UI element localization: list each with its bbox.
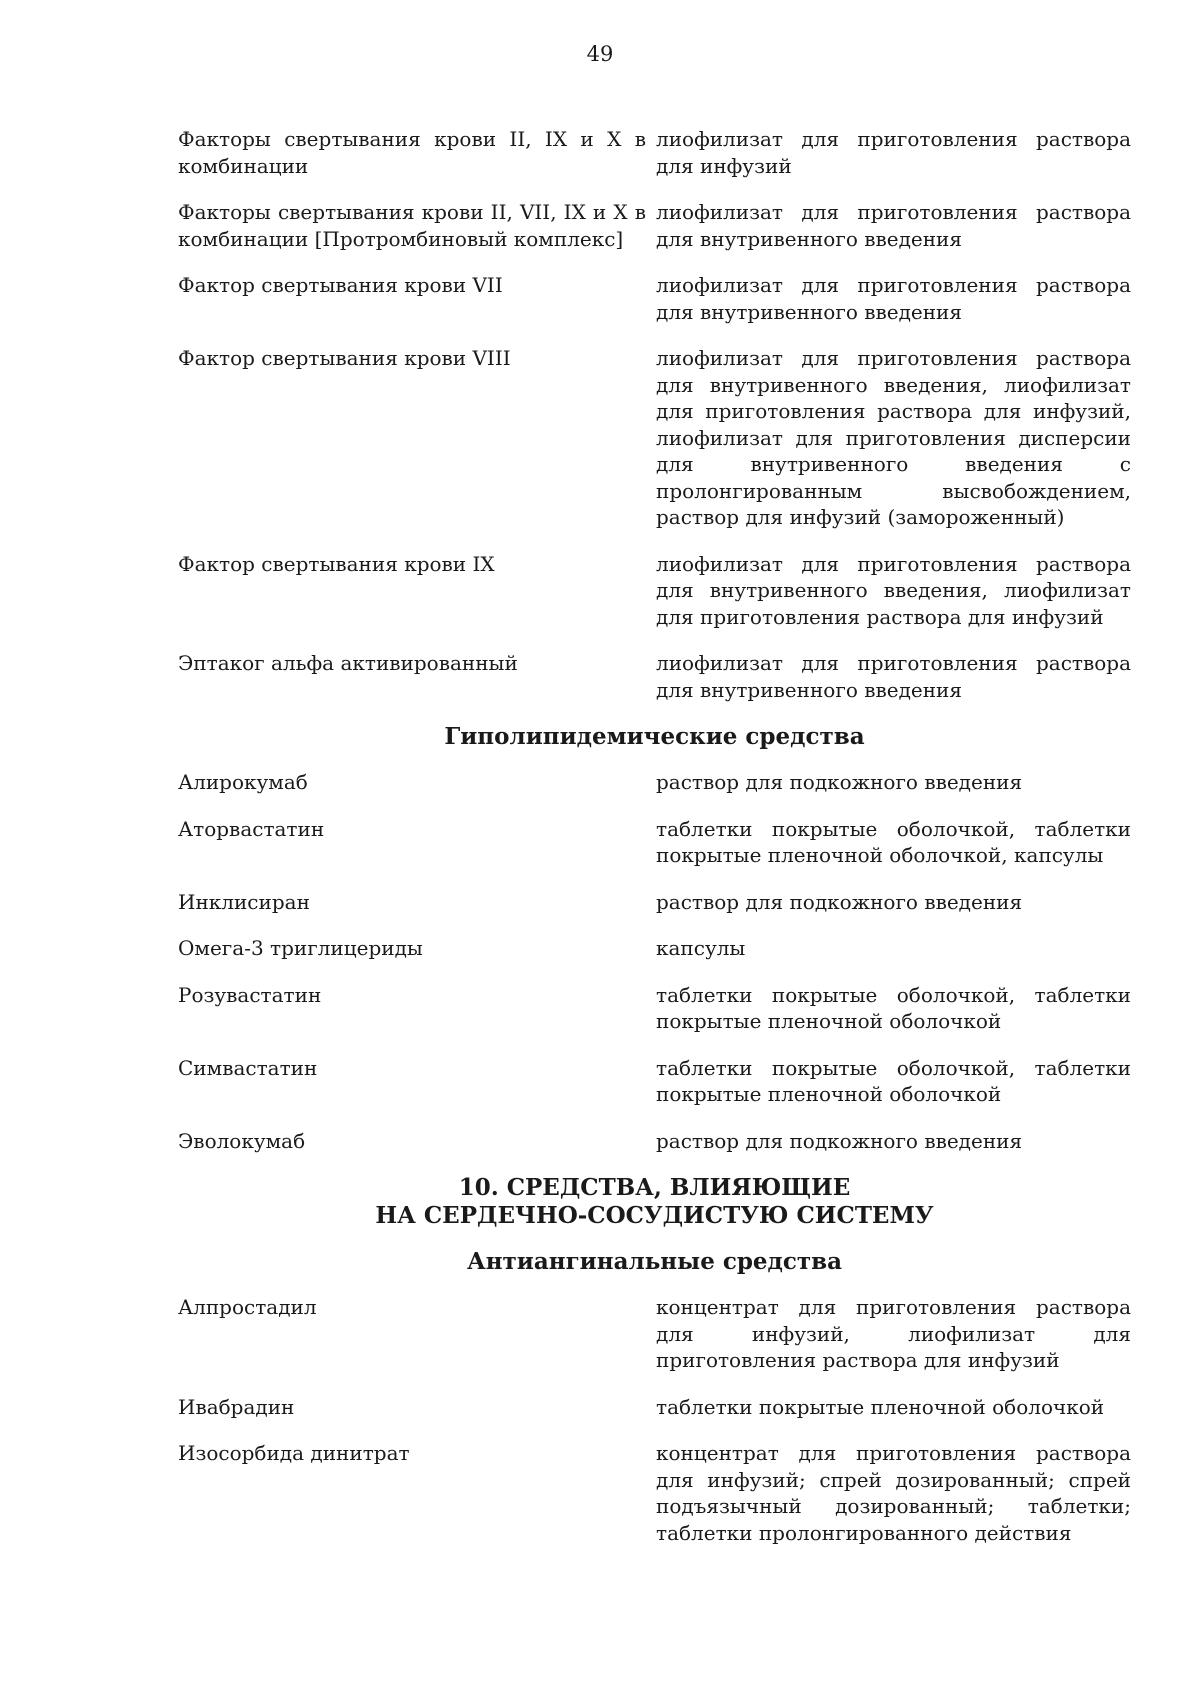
drug-row: [178, 1128, 1131, 1155]
hypolipidemic-list: [178, 769, 1131, 1154]
dosage-form: таблетки покрытые оболочкой, таблетки покрытые пленочной оболочкой, капсулы: [656, 816, 1131, 867]
drug-row: [178, 982, 1131, 1035]
drug-row: [178, 935, 1131, 962]
drug-name: Фактор свертывания крови IX: [178, 551, 495, 576]
dosage-form: лиофилизат для приготовления раствора для внутривенного введения: [656, 200, 1131, 251]
dosage-form: лиофилизат для приготовления раствора для внутривенного введения, лиофилизат для приготовления раствора для инфузий, лиофилизат для приготовления дисперсии для внутривенного введения с пролонгированным высвобождением, раствор для инфузий (замороженный): [656, 346, 1131, 529]
dosage-form: концентрат для приготовления раствора для инфузий, лиофилизат для приготовления раствора для инфузий: [656, 1295, 1131, 1372]
chapter-title-line-2: НА СЕРДЕЧНО-СОСУДИСТУЮ СИСТЕМУ: [375, 1202, 934, 1229]
drug-name: Алпростадил: [178, 1295, 317, 1319]
dosage-form: концентрат для приготовления раствора для инфузий; спрей дозированный; спрей подъязычный дозированный; таблетки; таблетки пролонгированного действия: [656, 1441, 1131, 1545]
drug-row: [178, 1055, 1131, 1108]
dosage-form: таблетки покрытые оболочкой, таблетки покрытые пленочной оболочкой: [656, 1055, 1131, 1106]
drug-name: Эптаког альфа активированный: [178, 651, 518, 675]
drug-name: Ивабрадин: [178, 1394, 295, 1419]
antianginal-list: [178, 1294, 1131, 1546]
drug-name: Аторвастатин: [178, 816, 325, 841]
drug-row: [178, 1394, 1131, 1421]
drug-row: [178, 345, 1131, 531]
drug-name: Алирокумаб: [178, 770, 308, 794]
drug-list: [178, 126, 1131, 1566]
drug-row: [178, 199, 1131, 252]
dosage-form: раствор для подкожного введения: [656, 1128, 1023, 1153]
drug-name: Фактор свертывания крови VII: [178, 273, 503, 297]
dosage-form: лиофилизат для приготовления раствора для внутривенного введения, лиофилизат для приготовления раствора для инфузий: [656, 551, 1131, 629]
dosage-form: лиофилизат для приготовления раствора для инфузий: [656, 127, 1131, 178]
drug-name: Изосорбида динитрат: [178, 1441, 410, 1465]
drug-row: [178, 272, 1131, 325]
drug-name: Факторы свертывания крови II, VII, IX и X в комбинации [Протромбиновый комплекс]: [178, 200, 646, 251]
drug-name: Симвастатин: [178, 1055, 318, 1080]
chapter-title-line-1: 10. СРЕДСТВА, ВЛИЯЮЩИЕ: [458, 1174, 851, 1201]
drug-name: Розувастатин: [178, 982, 322, 1007]
drug-row: [178, 650, 1131, 703]
dosage-form: раствор для подкожного введения: [656, 889, 1023, 914]
drug-name: Факторы свертывания крови II, IX и X в комбинации: [178, 127, 646, 178]
dosage-form: лиофилизат для приготовления раствора для внутривенного введения: [656, 273, 1131, 324]
dosage-form: лиофилизат для приготовления раствора для внутривенного введения: [656, 651, 1131, 702]
drug-row: [178, 889, 1131, 916]
dosage-form: таблетки покрытые пленочной оболочкой: [656, 1394, 1105, 1419]
drug-name: Эволокумаб: [178, 1128, 306, 1153]
drug-name: Инклисиран: [178, 889, 310, 914]
drug-name: Фактор свертывания крови VIII: [178, 346, 511, 370]
page-number: 49: [586, 42, 614, 66]
drug-row: [178, 816, 1131, 869]
chapter-title: [178, 1174, 1131, 1230]
dosage-form: таблетки покрытые оболочкой, таблетки покрытые пленочной оболочкой: [656, 982, 1131, 1033]
drug-row: [178, 551, 1131, 631]
section-heading-hypolipidemic: Гиполипидемические средства: [444, 723, 865, 750]
dosage-form: капсулы: [656, 936, 746, 960]
drug-name: Омега-3 триглицериды: [178, 936, 423, 960]
coagulation-factors-list: [178, 126, 1131, 703]
drug-row: [178, 1294, 1131, 1374]
section-heading-antianginal: Антиангинальные средства: [466, 1248, 843, 1275]
drug-row: [178, 769, 1131, 796]
dosage-form: раствор для подкожного введения: [656, 770, 1023, 794]
drug-row: [178, 1440, 1131, 1546]
drug-row: [178, 126, 1131, 179]
